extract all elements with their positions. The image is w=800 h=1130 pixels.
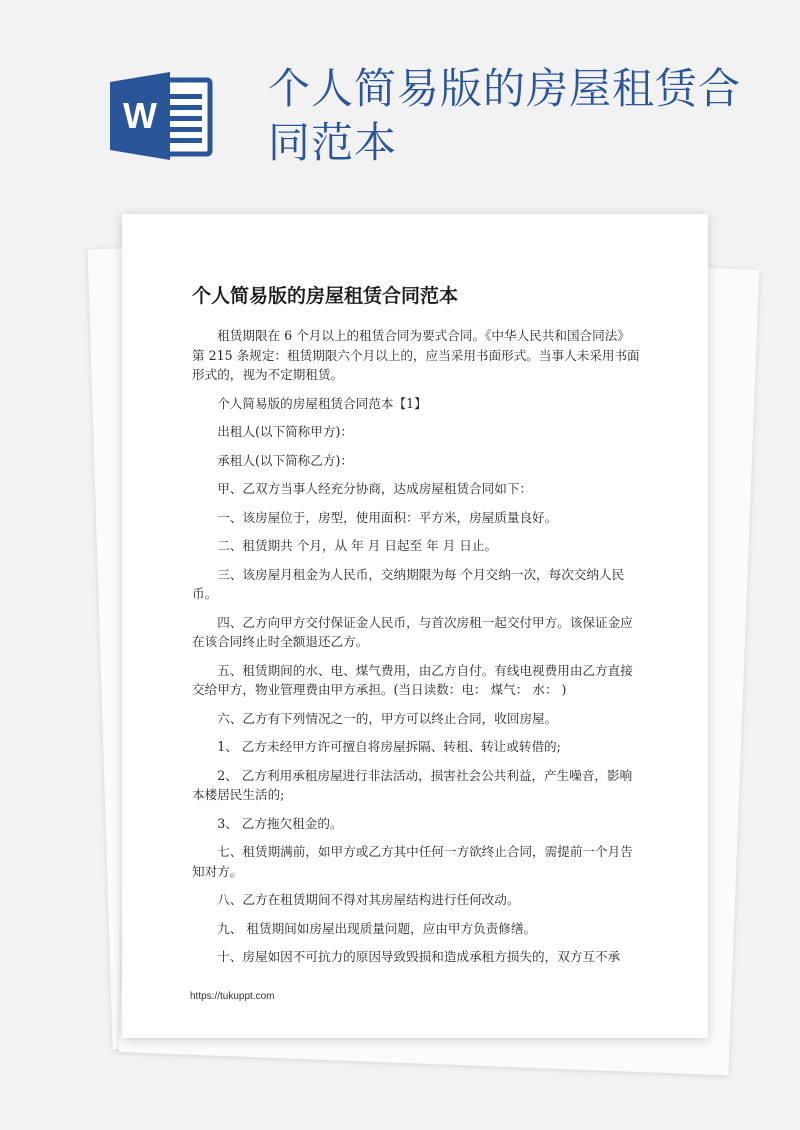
paragraph: 一、该房屋位于，房型，使用面积：平方米，房屋质量良好。: [217, 509, 558, 525]
paragraph: 承租人(以下简称乙方)：: [217, 452, 353, 468]
paragraph: 十、房屋如因不可抗力的原因导致毁损和造成承租方损失的，双方互不承: [217, 949, 621, 964]
document-heading: 个人简易版的房屋租赁合同范本: [192, 285, 459, 307]
logo-letter: W: [123, 95, 157, 136]
paragraph: 出租人(以下简称甲方)：: [217, 424, 353, 439]
paragraph: 三、该房屋月租金为人民币，交纳期限为每 个月交纳一次，每次交纳人民币。: [192, 566, 625, 601]
paragraph: 四、乙方向甲方交付保证金人民币，与首次房租一起交付甲方。该保证金应在该合同终止时全额退还乙方。: [192, 614, 633, 649]
word-logo-icon: [110, 72, 214, 160]
paragraph: 甲、乙双方当事人经充分协商，达成房屋租赁合同如下：: [217, 481, 533, 496]
paragraph: 五、租赁期间的水、电、煤气费用，由乙方自付。有线电视费用由乙方直接交给甲方，物业管理费由甲方承担。(当日读数：电： 煤气： 水： ): [192, 662, 633, 697]
footer-url: https://tukuppt.com: [190, 991, 275, 1002]
paragraph: 3、 乙方拖欠租金的。: [217, 815, 343, 831]
paragraph: 九、 租赁期间如房屋出现质量问题，应由甲方负责修缮。: [217, 920, 537, 936]
paragraph: 七、租赁期满前，如甲方或乙方其中任何一方欲终止合同，需提前一个月告知对方。: [192, 844, 633, 879]
paragraph: 六、乙方有下列情况之一的，甲方可以终止合同，收回房屋。: [217, 710, 558, 726]
page-title: 个人简易版的房屋租赁合同范本: [268, 64, 742, 167]
paragraph: 个人简易版的房屋租赁合同范本【1】: [217, 395, 427, 411]
document-body: [192, 326, 642, 976]
document-page: [122, 214, 708, 1038]
paragraph: 2、 乙方利用承租房屋进行非法活动，损害社会公共利益，产生噪音，影响本楼居民生活的;: [192, 767, 633, 802]
paragraph: 二、租赁期共 个月，从 年 月 日起至 年 月 日止。: [217, 538, 498, 553]
paragraph: 租赁期限在 6 个月以上的租赁合同为要式合同。《中华人民共和国合同法》第 215 条规定：租赁期限六个月以上的，应当采用书面形式。当事人未采用书面形式的，视为不定期租赁。: [192, 328, 640, 382]
paragraph: 1、 乙方未经甲方许可擅自将房屋拆隔、转租、转让或转借的;: [217, 739, 561, 754]
paragraph: 八、乙方在租赁期间不得对其房屋结构进行任何改动。: [217, 892, 520, 907]
